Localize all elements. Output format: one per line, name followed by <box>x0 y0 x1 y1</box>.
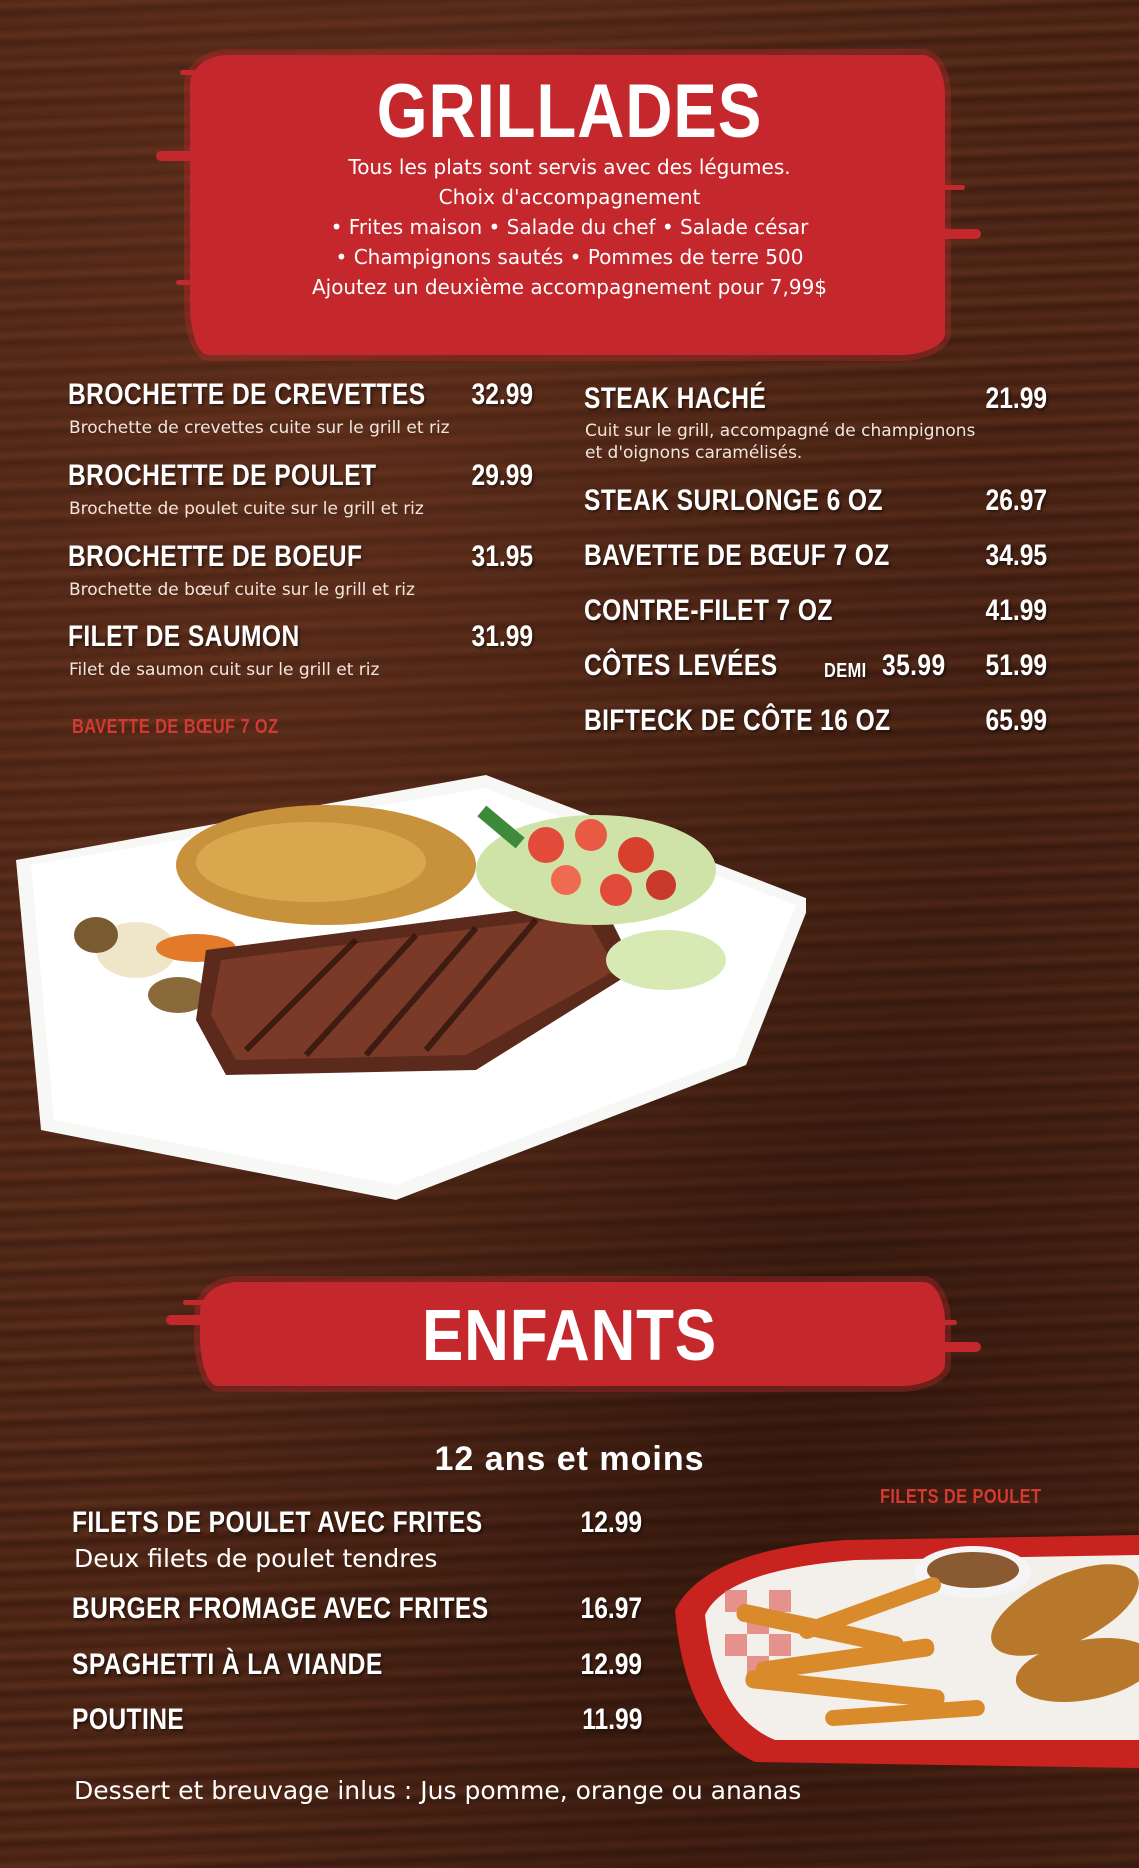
item-description: Filet de saumon cuit sur le grill et riz <box>69 660 380 680</box>
item-description: et d'oignons caramélisés. <box>585 443 803 463</box>
item-name: BAVETTE DE BŒUF 7 OZ <box>584 539 890 572</box>
item-name: BROCHETTE DE BOEUF <box>68 540 363 573</box>
item-name: CÔTES LEVÉES <box>584 649 778 682</box>
item-name: POUTINE <box>72 1703 185 1736</box>
item-price: 16.97 <box>580 1592 642 1625</box>
enfants-title: ENFANTS <box>421 1296 718 1376</box>
item-price: 32.99 <box>471 378 533 411</box>
item-name: CONTRE-FILET 7 OZ <box>584 594 833 627</box>
item-price: 21.99 <box>985 382 1047 415</box>
item-description: Brochette de poulet cuite sur le grill et riz <box>69 499 424 519</box>
item-name: BIFTECK DE CÔTE 16 OZ <box>584 704 891 737</box>
item-price: 29.99 <box>471 459 533 492</box>
item-name: SPAGHETTI À LA VIANDE <box>72 1648 383 1681</box>
item-name: BROCHETTE DE CREVETTES <box>68 378 426 411</box>
grillades-intro-line: Tous les plats sont servis avec des légumes. <box>348 155 791 179</box>
item-price: 12.99 <box>580 1506 642 1539</box>
item-price: 65.99 <box>985 704 1047 737</box>
item-name: FILET DE SAUMON <box>68 620 300 653</box>
item-description: Brochette de bœuf cuite sur le grill et riz <box>69 580 415 600</box>
photo-label: BAVETTE DE BŒUF 7 OZ <box>72 716 279 738</box>
grillades-title: GRILLADES <box>376 69 763 154</box>
item-price: 31.99 <box>471 620 533 653</box>
item-name: BURGER FROMAGE AVEC FRITES <box>72 1592 489 1625</box>
kids-footer-note: Dessert et breuvage inlus : Jus pomme, orange ou ananas <box>74 1776 802 1805</box>
item-description: Deux filets de poulet tendres <box>74 1544 438 1573</box>
item-description: Cuit sur le grill, accompagné de champignons <box>585 421 976 441</box>
steak-plate-photo <box>6 770 806 1200</box>
grillades-intro-line: • Champignons sautés • Pommes de terre 500 <box>335 245 804 269</box>
demi-price: 35.99 <box>882 649 946 682</box>
item-name: STEAK SURLONGE 6 OZ <box>584 484 883 517</box>
item-name: FILETS DE POULET AVEC FRITES <box>72 1506 483 1539</box>
item-price: 31.95 <box>471 540 533 573</box>
item-price: 34.95 <box>985 539 1047 572</box>
demi-label: DEMI <box>824 660 867 682</box>
item-price: 11.99 <box>581 1703 642 1736</box>
item-price: 26.97 <box>985 484 1047 517</box>
item-name: BROCHETTE DE POULET <box>68 459 377 492</box>
grillades-intro-line: Ajoutez un deuxième accompagnement pour 7,99$ <box>311 275 828 299</box>
enfants-subtitle: 12 ans et moins <box>434 1440 705 1478</box>
grillades-intro-line: Choix d'accompagnement <box>438 185 701 209</box>
photo-label: FILETS DE POULET <box>880 1486 1042 1508</box>
item-price: 12.99 <box>580 1648 642 1681</box>
item-price: 51.99 <box>985 649 1047 682</box>
grillades-intro-line: • Frites maison • Salade du chef • Salade césar <box>330 215 809 239</box>
item-description: Brochette de crevettes cuite sur le grill et riz <box>69 418 450 438</box>
chicken-basket-photo <box>665 1500 1139 1768</box>
item-price: 41.99 <box>985 594 1047 627</box>
item-name: STEAK HACHÉ <box>584 382 767 415</box>
